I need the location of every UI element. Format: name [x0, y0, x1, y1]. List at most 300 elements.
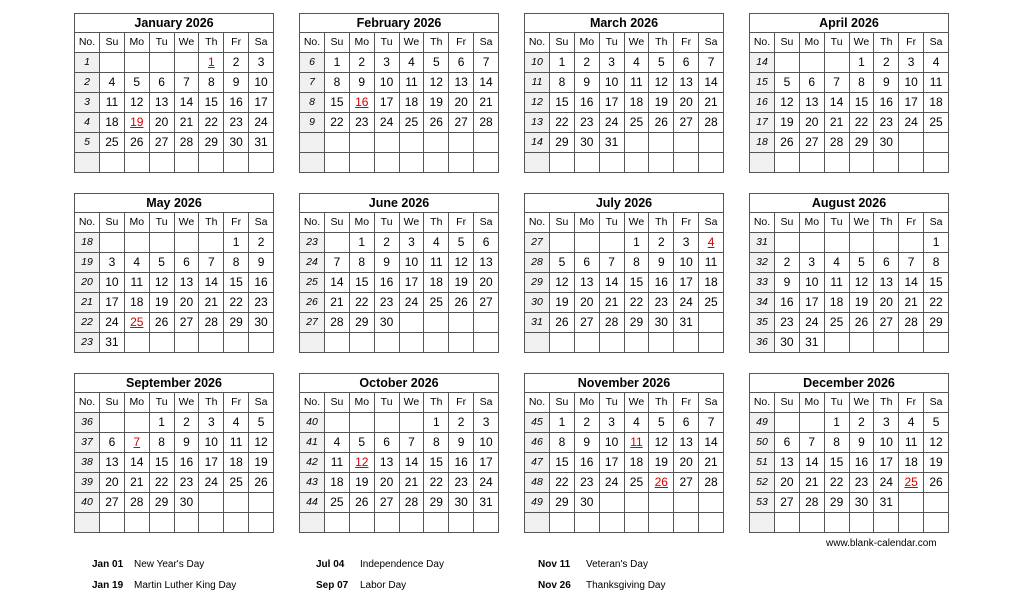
day-cell: 15 — [149, 453, 174, 473]
weekday-header-row — [525, 393, 724, 413]
day-cell: 25 — [624, 113, 649, 133]
empty-day-cell — [799, 153, 824, 173]
week-number: 36 — [750, 333, 775, 353]
week-number: 29 — [525, 273, 550, 293]
empty-day-cell — [699, 513, 724, 533]
day-cell: 7 — [824, 73, 849, 93]
holiday-list — [0, 557, 1024, 597]
empty-day-cell — [550, 513, 575, 533]
holiday-day-cell: 25 — [899, 473, 924, 493]
week-number: 39 — [75, 473, 100, 493]
month-table — [299, 212, 499, 353]
month-calendar — [524, 193, 724, 353]
day-cell: 3 — [899, 53, 924, 73]
empty-day-cell — [424, 133, 449, 153]
week-number — [750, 153, 775, 173]
day-cell: 2 — [574, 53, 599, 73]
day-cell: 20 — [374, 473, 399, 493]
weekday-header: Su — [775, 393, 800, 413]
empty-day-cell — [874, 153, 899, 173]
day-cell: 11 — [100, 93, 125, 113]
day-cell: 7 — [325, 253, 350, 273]
day-cell: 22 — [550, 473, 575, 493]
week-row — [750, 233, 949, 253]
day-cell: 27 — [149, 133, 174, 153]
weekday-header: Sa — [474, 393, 499, 413]
week-row — [525, 453, 724, 473]
day-cell: 21 — [474, 93, 499, 113]
empty-day-cell — [399, 133, 424, 153]
day-cell: 23 — [449, 473, 474, 493]
week-row — [300, 253, 499, 273]
week-row — [300, 113, 499, 133]
day-cell: 19 — [249, 453, 274, 473]
day-cell: 24 — [674, 293, 699, 313]
weekday-header: Tu — [149, 33, 174, 53]
day-cell: 17 — [100, 293, 125, 313]
day-cell: 13 — [574, 273, 599, 293]
day-cell: 11 — [899, 433, 924, 453]
day-cell: 13 — [449, 73, 474, 93]
month-title: June 2026 — [299, 193, 499, 212]
empty-day-cell — [799, 53, 824, 73]
weekday-header: Su — [100, 213, 125, 233]
holiday-column — [92, 557, 236, 599]
day-cell: 13 — [775, 453, 800, 473]
day-cell: 22 — [550, 113, 575, 133]
day-cell: 23 — [775, 313, 800, 333]
empty-day-cell — [424, 153, 449, 173]
day-cell: 8 — [325, 73, 350, 93]
day-cell: 29 — [550, 133, 575, 153]
empty-day-cell — [474, 153, 499, 173]
holiday-name: Independence Day — [360, 559, 444, 570]
empty-day-cell — [325, 413, 350, 433]
weekday-header-row — [525, 33, 724, 53]
day-cell: 22 — [849, 113, 874, 133]
day-cell: 24 — [799, 313, 824, 333]
weekday-header: Su — [775, 213, 800, 233]
empty-day-cell — [775, 53, 800, 73]
day-cell: 8 — [224, 253, 249, 273]
day-cell: 10 — [599, 433, 624, 453]
day-cell: 19 — [449, 273, 474, 293]
day-cell: 30 — [249, 313, 274, 333]
day-cell: 18 — [624, 93, 649, 113]
day-cell: 18 — [899, 453, 924, 473]
weekday-header: Mo — [799, 393, 824, 413]
day-cell: 20 — [674, 453, 699, 473]
day-cell: 18 — [824, 293, 849, 313]
weekday-header: Fr — [899, 393, 924, 413]
weekday-header: Th — [424, 393, 449, 413]
day-cell: 29 — [199, 133, 224, 153]
day-cell: 4 — [325, 433, 350, 453]
day-cell: 15 — [424, 453, 449, 473]
week-number: 48 — [525, 473, 550, 493]
week-row — [525, 273, 724, 293]
day-cell: 13 — [799, 93, 824, 113]
week-row — [525, 333, 724, 353]
empty-day-cell — [699, 493, 724, 513]
day-cell: 18 — [624, 453, 649, 473]
weekday-header: Th — [874, 393, 899, 413]
holiday-name: Martin Luther King Day — [134, 580, 237, 591]
day-cell: 26 — [424, 113, 449, 133]
day-cell: 14 — [699, 73, 724, 93]
day-cell: 11 — [624, 73, 649, 93]
weekday-header: Th — [874, 213, 899, 233]
day-cell: 20 — [174, 293, 199, 313]
month-title: July 2026 — [524, 193, 724, 212]
weekday-header: Th — [424, 33, 449, 53]
week-number: 27 — [525, 233, 550, 253]
day-cell: 10 — [599, 73, 624, 93]
day-cell: 30 — [174, 493, 199, 513]
weekday-header: Th — [199, 213, 224, 233]
day-cell: 29 — [349, 313, 374, 333]
week-row — [525, 433, 724, 453]
day-cell: 15 — [224, 273, 249, 293]
day-cell: 16 — [775, 293, 800, 313]
empty-day-cell — [224, 493, 249, 513]
week-number: 11 — [525, 73, 550, 93]
day-cell: 2 — [224, 53, 249, 73]
empty-day-cell — [550, 233, 575, 253]
week-number: 20 — [75, 273, 100, 293]
week-number: 8 — [300, 93, 325, 113]
week-number — [75, 513, 100, 533]
month-calendar — [749, 13, 949, 173]
day-cell: 30 — [649, 313, 674, 333]
day-cell: 9 — [775, 273, 800, 293]
week-number: 36 — [75, 413, 100, 433]
week-row — [75, 233, 274, 253]
day-cell: 3 — [199, 413, 224, 433]
day-cell: 28 — [699, 473, 724, 493]
day-cell: 14 — [199, 273, 224, 293]
day-cell: 30 — [775, 333, 800, 353]
day-cell: 1 — [924, 233, 949, 253]
week-number: 31 — [525, 313, 550, 333]
week-number: 43 — [300, 473, 325, 493]
day-cell: 10 — [799, 273, 824, 293]
empty-day-cell — [249, 493, 274, 513]
empty-day-cell — [424, 313, 449, 333]
day-cell: 31 — [100, 333, 125, 353]
empty-day-cell — [799, 413, 824, 433]
day-cell: 3 — [599, 53, 624, 73]
day-cell: 6 — [449, 53, 474, 73]
week-number: 47 — [525, 453, 550, 473]
day-cell: 13 — [674, 433, 699, 453]
day-cell: 13 — [674, 73, 699, 93]
day-cell: 15 — [924, 273, 949, 293]
day-cell: 19 — [424, 93, 449, 113]
empty-day-cell — [100, 153, 125, 173]
month-table — [524, 392, 724, 533]
holiday-item — [538, 557, 665, 578]
empty-day-cell — [849, 153, 874, 173]
week-number — [300, 133, 325, 153]
empty-day-cell — [824, 513, 849, 533]
day-cell: 18 — [924, 93, 949, 113]
empty-day-cell — [674, 493, 699, 513]
week-row — [75, 413, 274, 433]
day-cell: 28 — [124, 493, 149, 513]
weekday-header: Th — [199, 393, 224, 413]
day-cell: 13 — [374, 453, 399, 473]
empty-day-cell — [624, 333, 649, 353]
day-cell: 11 — [224, 433, 249, 453]
weekday-header: We — [399, 393, 424, 413]
empty-day-cell — [349, 513, 374, 533]
day-cell: 10 — [249, 73, 274, 93]
empty-day-cell — [824, 233, 849, 253]
day-cell: 14 — [399, 453, 424, 473]
day-cell: 23 — [224, 113, 249, 133]
empty-day-cell — [174, 513, 199, 533]
week-number-header: No. — [750, 393, 775, 413]
week-number: 18 — [750, 133, 775, 153]
day-cell: 23 — [849, 473, 874, 493]
holiday-name: Labor Day — [360, 580, 407, 591]
week-number: 14 — [750, 53, 775, 73]
weekday-header: Mo — [124, 33, 149, 53]
day-cell: 25 — [325, 493, 350, 513]
day-cell: 23 — [574, 473, 599, 493]
holiday-day-cell: 7 — [124, 433, 149, 453]
week-row — [75, 73, 274, 93]
day-cell: 8 — [424, 433, 449, 453]
empty-day-cell — [374, 413, 399, 433]
empty-day-cell — [599, 153, 624, 173]
weekday-header: We — [624, 393, 649, 413]
day-cell: 27 — [674, 113, 699, 133]
day-cell: 14 — [699, 433, 724, 453]
day-cell: 30 — [449, 493, 474, 513]
day-cell: 5 — [449, 233, 474, 253]
empty-day-cell — [624, 513, 649, 533]
day-cell: 30 — [849, 493, 874, 513]
empty-day-cell — [349, 153, 374, 173]
day-cell: 12 — [149, 273, 174, 293]
day-cell: 11 — [424, 253, 449, 273]
day-cell: 21 — [899, 293, 924, 313]
empty-day-cell — [775, 233, 800, 253]
day-cell: 14 — [325, 273, 350, 293]
empty-day-cell — [649, 333, 674, 353]
day-cell: 30 — [374, 313, 399, 333]
week-row — [525, 493, 724, 513]
day-cell: 28 — [474, 113, 499, 133]
day-cell: 6 — [674, 413, 699, 433]
week-number: 50 — [750, 433, 775, 453]
day-cell: 3 — [100, 253, 125, 273]
day-cell: 12 — [550, 273, 575, 293]
day-cell: 27 — [674, 473, 699, 493]
day-cell: 11 — [399, 73, 424, 93]
day-cell: 15 — [349, 273, 374, 293]
day-cell: 12 — [775, 93, 800, 113]
empty-day-cell — [599, 333, 624, 353]
day-cell: 20 — [674, 93, 699, 113]
day-cell: 9 — [349, 73, 374, 93]
week-number: 23 — [75, 333, 100, 353]
empty-day-cell — [624, 493, 649, 513]
day-cell: 22 — [624, 293, 649, 313]
holiday-day-cell: 11 — [624, 433, 649, 453]
weekday-header: Fr — [449, 33, 474, 53]
day-cell: 27 — [374, 493, 399, 513]
day-cell: 28 — [199, 313, 224, 333]
day-cell: 12 — [649, 433, 674, 453]
weekday-header: Sa — [699, 213, 724, 233]
weekday-header: Sa — [249, 393, 274, 413]
day-cell: 4 — [899, 413, 924, 433]
day-cell: 11 — [325, 453, 350, 473]
week-row — [300, 233, 499, 253]
month-calendar — [299, 373, 499, 533]
empty-day-cell — [574, 233, 599, 253]
day-cell: 11 — [124, 273, 149, 293]
month-table — [524, 212, 724, 353]
empty-day-cell — [474, 313, 499, 333]
holiday-column — [538, 557, 665, 599]
day-cell: 7 — [474, 53, 499, 73]
week-row — [75, 133, 274, 153]
weekday-header: Tu — [599, 213, 624, 233]
week-row — [525, 513, 724, 533]
empty-day-cell — [224, 153, 249, 173]
empty-day-cell — [550, 333, 575, 353]
month-table — [299, 32, 499, 173]
day-cell: 9 — [574, 73, 599, 93]
empty-day-cell — [149, 333, 174, 353]
day-cell: 31 — [799, 333, 824, 353]
day-cell: 4 — [124, 253, 149, 273]
day-cell: 26 — [649, 113, 674, 133]
empty-day-cell — [100, 233, 125, 253]
weekday-header: Su — [325, 213, 350, 233]
empty-day-cell — [124, 153, 149, 173]
week-number — [525, 333, 550, 353]
day-cell: 11 — [824, 273, 849, 293]
day-cell: 20 — [449, 93, 474, 113]
week-row — [750, 293, 949, 313]
day-cell: 17 — [399, 273, 424, 293]
empty-day-cell — [874, 233, 899, 253]
day-cell: 11 — [924, 73, 949, 93]
week-row — [75, 453, 274, 473]
empty-day-cell — [124, 333, 149, 353]
day-cell: 4 — [100, 73, 125, 93]
day-cell: 10 — [674, 253, 699, 273]
day-cell: 8 — [550, 73, 575, 93]
day-cell: 27 — [775, 493, 800, 513]
month-calendar — [74, 193, 274, 353]
day-cell: 18 — [699, 273, 724, 293]
empty-day-cell — [924, 513, 949, 533]
weekday-header: Mo — [349, 213, 374, 233]
day-cell: 29 — [824, 493, 849, 513]
empty-day-cell — [849, 333, 874, 353]
week-number: 10 — [525, 53, 550, 73]
week-number: 5 — [75, 133, 100, 153]
month-table — [749, 32, 949, 173]
empty-day-cell — [474, 133, 499, 153]
day-cell: 4 — [624, 413, 649, 433]
day-cell: 28 — [899, 313, 924, 333]
month-calendar — [749, 373, 949, 533]
day-cell: 6 — [374, 433, 399, 453]
day-cell: 6 — [574, 253, 599, 273]
day-cell: 11 — [699, 253, 724, 273]
day-cell: 29 — [224, 313, 249, 333]
empty-day-cell — [249, 513, 274, 533]
week-number: 40 — [75, 493, 100, 513]
weekday-header: Fr — [674, 33, 699, 53]
day-cell: 30 — [574, 493, 599, 513]
day-cell: 23 — [574, 113, 599, 133]
month-table — [74, 212, 274, 353]
day-cell: 26 — [124, 133, 149, 153]
month-table — [74, 392, 274, 533]
weekday-header: Mo — [349, 393, 374, 413]
day-cell: 12 — [449, 253, 474, 273]
day-cell: 3 — [374, 53, 399, 73]
weekday-header: Su — [325, 393, 350, 413]
day-cell: 2 — [649, 233, 674, 253]
empty-day-cell — [349, 333, 374, 353]
weekday-header: Fr — [899, 33, 924, 53]
weekday-header-row — [300, 393, 499, 413]
week-row — [750, 273, 949, 293]
holiday-day-cell: 19 — [124, 113, 149, 133]
day-cell: 22 — [349, 293, 374, 313]
day-cell: 8 — [149, 433, 174, 453]
week-number: 6 — [300, 53, 325, 73]
day-cell: 27 — [174, 313, 199, 333]
day-cell: 24 — [874, 473, 899, 493]
empty-day-cell — [924, 333, 949, 353]
day-cell: 10 — [199, 433, 224, 453]
week-number: 19 — [75, 253, 100, 273]
weekday-header: Fr — [449, 213, 474, 233]
day-cell: 1 — [849, 53, 874, 73]
day-cell: 8 — [924, 253, 949, 273]
day-cell: 28 — [824, 133, 849, 153]
day-cell: 1 — [325, 53, 350, 73]
holiday-day-cell: 25 — [124, 313, 149, 333]
empty-day-cell — [224, 513, 249, 533]
empty-day-cell — [325, 153, 350, 173]
day-cell: 24 — [399, 293, 424, 313]
month-title: March 2026 — [524, 13, 724, 32]
month-calendar — [74, 13, 274, 173]
day-cell: 7 — [899, 253, 924, 273]
weekday-header: Sa — [924, 393, 949, 413]
week-row — [750, 433, 949, 453]
empty-day-cell — [449, 153, 474, 173]
empty-day-cell — [775, 153, 800, 173]
day-cell: 8 — [824, 433, 849, 453]
day-cell: 20 — [799, 113, 824, 133]
week-row — [750, 53, 949, 73]
weekday-header-row — [75, 213, 274, 233]
day-cell: 1 — [224, 233, 249, 253]
week-row — [300, 133, 499, 153]
